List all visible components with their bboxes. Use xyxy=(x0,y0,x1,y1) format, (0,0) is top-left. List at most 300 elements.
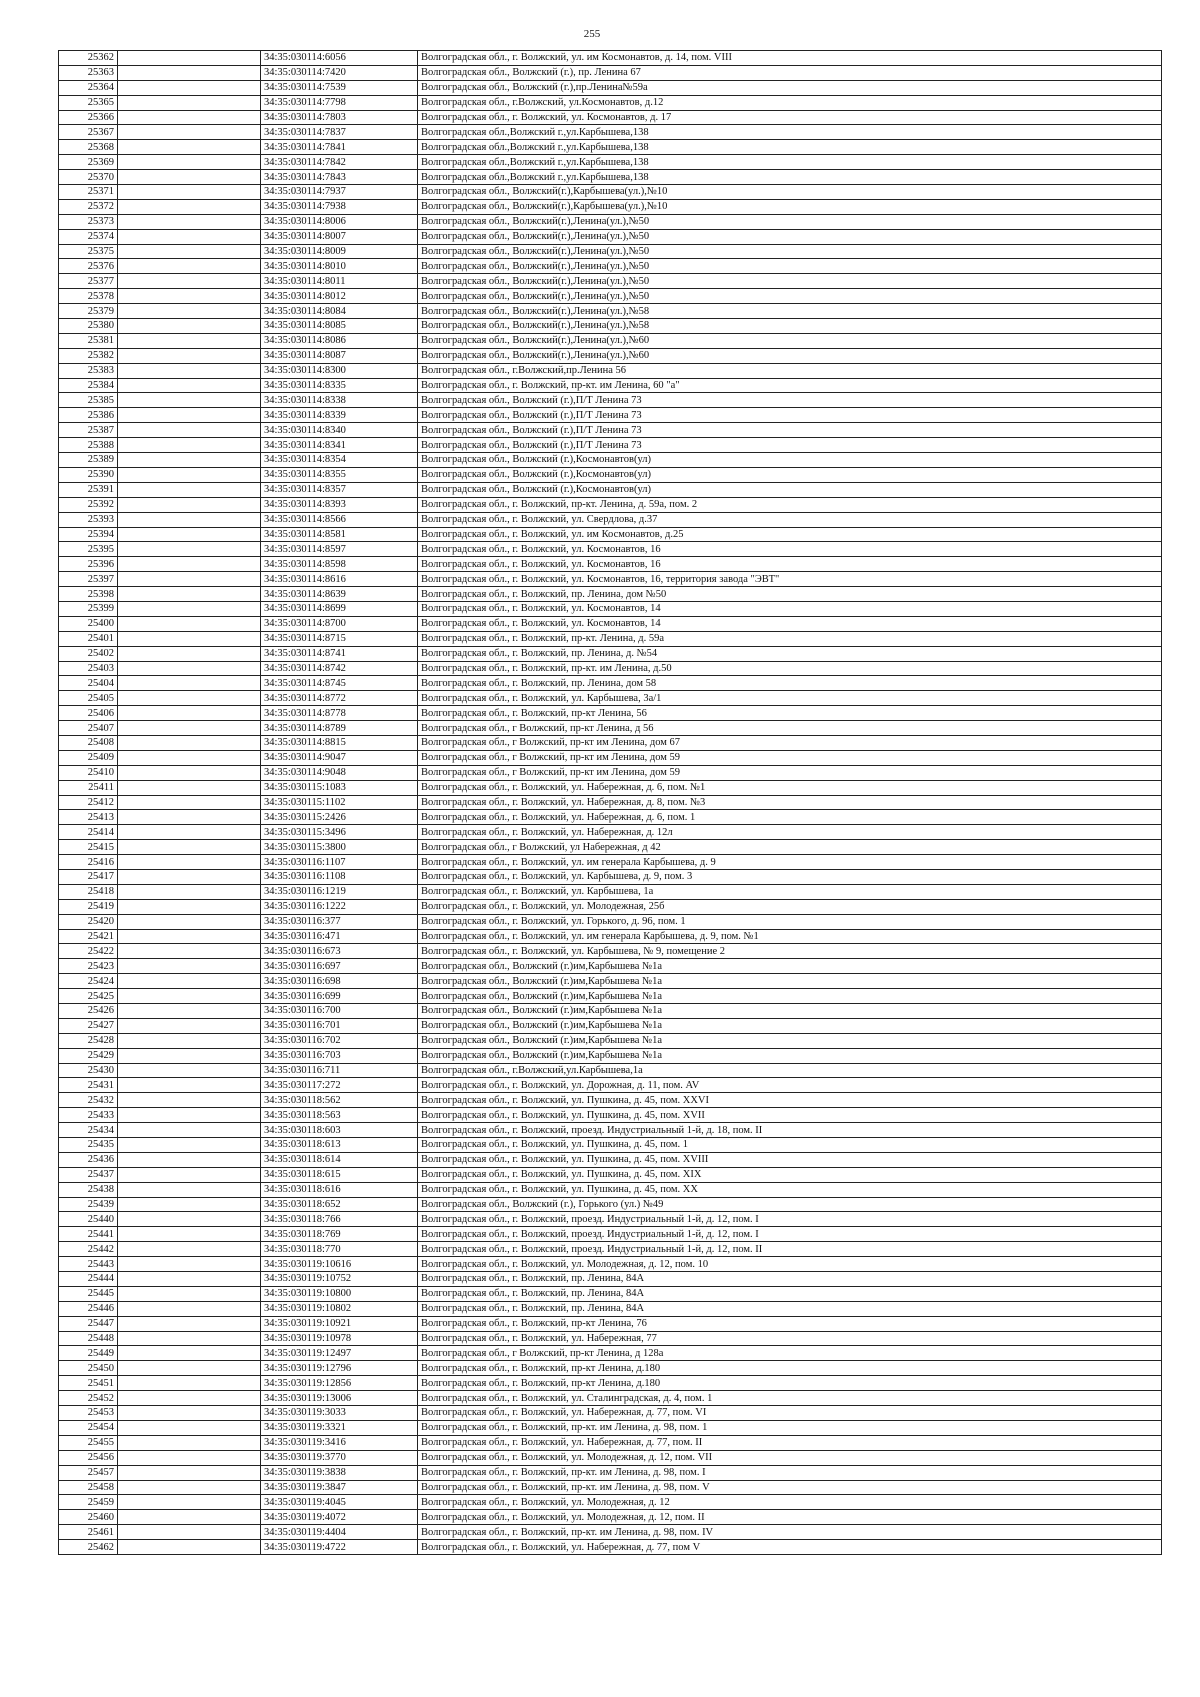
cadastral-number-cell: 34:35:030119:3416 xyxy=(261,1435,418,1450)
row-number-cell: 25414 xyxy=(59,825,118,840)
cadastral-number-cell: 34:35:030114:8639 xyxy=(261,587,418,602)
cadastral-number-cell: 34:35:030114:7843 xyxy=(261,170,418,185)
address-cell: Волгоградская обл., Волжский(г.),Ленина(ул.),№58 xyxy=(418,304,1162,319)
address-cell: Волгоградская обл., г. Волжский, ул. им генерала Карбышева, д. 9, пом. №1 xyxy=(418,929,1162,944)
address-cell: Волгоградская обл., г. Волжский, пр. Ленина, 84А xyxy=(418,1301,1162,1316)
row-number-cell: 25438 xyxy=(59,1182,118,1197)
empty-cell xyxy=(118,1048,261,1063)
address-cell: Волгоградская обл., г. Волжский, ул. Пушкина, д. 45, пом. XX xyxy=(418,1182,1162,1197)
address-cell: Волгоградская обл., г. Волжский, проезд. Индустриальный 1-й, д. 12, пом. I xyxy=(418,1212,1162,1227)
row-number-cell: 25443 xyxy=(59,1257,118,1272)
cadastral-number-cell: 34:35:030119:10802 xyxy=(261,1301,418,1316)
row-number-cell: 25366 xyxy=(59,110,118,125)
cadastral-number-cell: 34:35:030116:1222 xyxy=(261,899,418,914)
address-cell: Волгоградская обл., Волжский (г.), Горького (ул.) №49 xyxy=(418,1197,1162,1212)
cadastral-number-cell: 34:35:030115:1102 xyxy=(261,795,418,810)
cadastral-number-cell: 34:35:030114:8745 xyxy=(261,676,418,691)
table-row xyxy=(59,214,1162,229)
empty-cell xyxy=(118,1540,261,1555)
empty-cell xyxy=(118,795,261,810)
address-cell: Волгоградская обл., г. Волжский, ул. Карбышева, 1а xyxy=(418,884,1162,899)
empty-cell xyxy=(118,110,261,125)
empty-cell xyxy=(118,155,261,170)
address-cell: Волгоградская обл., Волжский (г.),Космонавтов(ул) xyxy=(418,482,1162,497)
row-number-cell: 25455 xyxy=(59,1435,118,1450)
address-cell: Волгоградская обл., г. Волжский, ул. Набережная, д. 6, пом. 1 xyxy=(418,810,1162,825)
cadastral-number-cell: 34:35:030114:8085 xyxy=(261,319,418,334)
table-row xyxy=(59,631,1162,646)
empty-cell xyxy=(118,170,261,185)
table-row xyxy=(59,423,1162,438)
empty-cell xyxy=(118,51,261,66)
table-row xyxy=(59,1361,1162,1376)
row-number-cell: 25454 xyxy=(59,1420,118,1435)
table-row xyxy=(59,959,1162,974)
row-number-cell: 25436 xyxy=(59,1152,118,1167)
address-cell: Волгоградская обл., Волжский(г.),Карбышева(ул.),№10 xyxy=(418,199,1162,214)
empty-cell xyxy=(118,914,261,929)
empty-cell xyxy=(118,378,261,393)
row-number-cell: 25415 xyxy=(59,840,118,855)
address-cell: Волгоградская обл., г Волжский, ул Набережная, д 42 xyxy=(418,840,1162,855)
row-number-cell: 25426 xyxy=(59,1004,118,1019)
address-cell: Волгоградская обл., г.Волжский, ул.Космонавтов, д.12 xyxy=(418,95,1162,110)
address-cell: Волгоградская обл., г. Волжский, ул. Космонавтов, 16, территория завода "ЭВТ" xyxy=(418,572,1162,587)
empty-cell xyxy=(118,1152,261,1167)
table-row xyxy=(59,1316,1162,1331)
row-number-cell: 25378 xyxy=(59,289,118,304)
cadastral-number-cell: 34:35:030114:9048 xyxy=(261,765,418,780)
table-row xyxy=(59,1152,1162,1167)
address-cell: Волгоградская обл., г. Волжский, ул. Дорожная, д. 11, пом. AV xyxy=(418,1078,1162,1093)
empty-cell xyxy=(118,572,261,587)
empty-cell xyxy=(118,542,261,557)
cadastral-number-cell: 34:35:030114:8699 xyxy=(261,601,418,616)
empty-cell xyxy=(118,319,261,334)
table-row xyxy=(59,661,1162,676)
table-row xyxy=(59,378,1162,393)
empty-cell xyxy=(118,1301,261,1316)
table-row xyxy=(59,408,1162,423)
row-number-cell: 25423 xyxy=(59,959,118,974)
address-cell: Волгоградская обл., г. Волжский, пр-кт Ленина, 76 xyxy=(418,1316,1162,1331)
table-row xyxy=(59,1540,1162,1555)
cadastral-number-cell: 34:35:030114:8084 xyxy=(261,304,418,319)
row-number-cell: 25413 xyxy=(59,810,118,825)
cadastral-number-cell: 34:35:030114:7798 xyxy=(261,95,418,110)
row-number-cell: 25434 xyxy=(59,1123,118,1138)
cadastral-number-cell: 34:35:030116:698 xyxy=(261,974,418,989)
empty-cell xyxy=(118,497,261,512)
cadastral-number-cell: 34:35:030119:10616 xyxy=(261,1257,418,1272)
table-row xyxy=(59,1108,1162,1123)
row-number-cell: 25385 xyxy=(59,393,118,408)
cadastral-number-cell: 34:35:030114:8007 xyxy=(261,229,418,244)
cadastral-number-cell: 34:35:030114:7937 xyxy=(261,185,418,200)
address-cell: Волгоградская обл., г. Волжский, ул. Свердлова, д.37 xyxy=(418,512,1162,527)
cadastral-number-cell: 34:35:030116:703 xyxy=(261,1048,418,1063)
table-row xyxy=(59,155,1162,170)
cadastral-number-cell: 34:35:030114:8772 xyxy=(261,691,418,706)
table-row xyxy=(59,735,1162,750)
empty-cell xyxy=(118,244,261,259)
address-cell: Волгоградская обл., г. Волжский, ул. Набережная, д. 6, пом. №1 xyxy=(418,780,1162,795)
cadastral-number-cell: 34:35:030114:7539 xyxy=(261,80,418,95)
address-cell: Волгоградская обл., г. Волжский, пр. Ленина, 84А xyxy=(418,1286,1162,1301)
row-number-cell: 25406 xyxy=(59,706,118,721)
row-number-cell: 25432 xyxy=(59,1093,118,1108)
address-cell: Волгоградская обл., г Волжский, пр-кт им Ленина, дом 67 xyxy=(418,735,1162,750)
address-cell: Волгоградская обл., г Волжский, пр-кт им Ленина, дом 59 xyxy=(418,750,1162,765)
cadastral-number-cell: 34:35:030118:614 xyxy=(261,1152,418,1167)
empty-cell xyxy=(118,393,261,408)
table-row xyxy=(59,706,1162,721)
row-number-cell: 25398 xyxy=(59,587,118,602)
cadastral-number-cell: 34:35:030114:8815 xyxy=(261,735,418,750)
row-number-cell: 25457 xyxy=(59,1465,118,1480)
row-number-cell: 25372 xyxy=(59,199,118,214)
cadastral-number-cell: 34:35:030119:3847 xyxy=(261,1480,418,1495)
address-cell: Волгоградская обл.,Волжский г.,ул.Карбышева,138 xyxy=(418,155,1162,170)
cadastral-number-cell: 34:35:030114:8566 xyxy=(261,512,418,527)
row-number-cell: 25369 xyxy=(59,155,118,170)
address-cell: Волгоградская обл., г. Волжский, ул. Набережная, д. 12л xyxy=(418,825,1162,840)
table-row xyxy=(59,944,1162,959)
cadastral-number-cell: 34:35:030118:563 xyxy=(261,1108,418,1123)
row-number-cell: 25381 xyxy=(59,333,118,348)
cadastral-number-cell: 34:35:030114:8011 xyxy=(261,274,418,289)
row-number-cell: 25395 xyxy=(59,542,118,557)
empty-cell xyxy=(118,1376,261,1391)
cadastral-number-cell: 34:35:030119:3770 xyxy=(261,1450,418,1465)
table-row xyxy=(59,199,1162,214)
row-number-cell: 25370 xyxy=(59,170,118,185)
row-number-cell: 25433 xyxy=(59,1108,118,1123)
address-cell: Волгоградская обл., г. Волжский, ул. Космонавтов, 16 xyxy=(418,557,1162,572)
cadastral-number-cell: 34:35:030114:7842 xyxy=(261,155,418,170)
table-row xyxy=(59,646,1162,661)
registry-table-body xyxy=(59,51,1162,1555)
row-number-cell: 25441 xyxy=(59,1227,118,1242)
address-cell: Волгоградская обл., г. Волжский, ул. Молодежная, 25б xyxy=(418,899,1162,914)
empty-cell xyxy=(118,587,261,602)
cadastral-number-cell: 34:35:030118:769 xyxy=(261,1227,418,1242)
cadastral-number-cell: 34:35:030114:8741 xyxy=(261,646,418,661)
empty-cell xyxy=(118,1435,261,1450)
address-cell: Волгоградская обл., г. Волжский, ул. Горького, д. 96, пом. 1 xyxy=(418,914,1162,929)
empty-cell xyxy=(118,855,261,870)
empty-cell xyxy=(118,1495,261,1510)
row-number-cell: 25393 xyxy=(59,512,118,527)
row-number-cell: 25453 xyxy=(59,1406,118,1421)
address-cell: Волгоградская обл., г.Волжский,пр.Ленина 56 xyxy=(418,363,1162,378)
address-cell: Волгоградская обл., Волжский(г.),Ленина(ул.),№60 xyxy=(418,333,1162,348)
table-row xyxy=(59,482,1162,497)
cadastral-number-cell: 34:35:030119:4072 xyxy=(261,1510,418,1525)
row-number-cell: 25394 xyxy=(59,527,118,542)
table-row xyxy=(59,884,1162,899)
table-row xyxy=(59,840,1162,855)
cadastral-number-cell: 34:35:030116:699 xyxy=(261,989,418,1004)
cadastral-number-cell: 34:35:030118:615 xyxy=(261,1167,418,1182)
empty-cell xyxy=(118,884,261,899)
row-number-cell: 25373 xyxy=(59,214,118,229)
table-row xyxy=(59,1242,1162,1257)
cadastral-number-cell: 34:35:030116:1107 xyxy=(261,855,418,870)
address-cell: Волгоградская обл.,Волжский г.,ул.Карбышева,138 xyxy=(418,170,1162,185)
empty-cell xyxy=(118,482,261,497)
address-cell: Волгоградская обл., г. Волжский, ул. Пушкина, д. 45, пом. 1 xyxy=(418,1138,1162,1153)
cadastral-number-cell: 34:35:030119:4404 xyxy=(261,1525,418,1540)
empty-cell xyxy=(118,1212,261,1227)
empty-cell xyxy=(118,1525,261,1540)
address-cell: Волгоградская обл., Волжский (г.)им,Карбышева №1а xyxy=(418,1004,1162,1019)
row-number-cell: 25401 xyxy=(59,631,118,646)
row-number-cell: 25424 xyxy=(59,974,118,989)
empty-cell xyxy=(118,1108,261,1123)
empty-cell xyxy=(118,408,261,423)
address-cell: Волгоградская обл., Волжский(г.),Ленина(ул.),№50 xyxy=(418,244,1162,259)
page-number: 255 xyxy=(583,28,601,40)
row-number-cell: 25425 xyxy=(59,989,118,1004)
row-number-cell: 25411 xyxy=(59,780,118,795)
empty-cell xyxy=(118,214,261,229)
cadastral-number-cell: 34:35:030119:10921 xyxy=(261,1316,418,1331)
cadastral-number-cell: 34:35:030118:770 xyxy=(261,1242,418,1257)
address-cell: Волгоградская обл., Волжский (г.)им,Карбышева №1а xyxy=(418,974,1162,989)
address-cell: Волгоградская обл., г. Волжский, ул. им генерала Карбышева, д. 9 xyxy=(418,855,1162,870)
table-row xyxy=(59,1182,1162,1197)
cadastral-number-cell: 34:35:030119:12856 xyxy=(261,1376,418,1391)
empty-cell xyxy=(118,944,261,959)
cadastral-number-cell: 34:35:030114:8086 xyxy=(261,333,418,348)
address-cell: Волгоградская обл., г. Волжский, ул. Молодежная, д. 12, пом. 10 xyxy=(418,1257,1162,1272)
address-cell: Волгоградская обл., г. Волжский, ул. Космонавтов, 14 xyxy=(418,601,1162,616)
table-row xyxy=(59,170,1162,185)
empty-cell xyxy=(118,601,261,616)
address-cell: Волгоградская обл., Волжский (г.),П/Т Ленина 73 xyxy=(418,438,1162,453)
cadastral-number-cell: 34:35:030114:8006 xyxy=(261,214,418,229)
table-row xyxy=(59,1376,1162,1391)
row-number-cell: 25375 xyxy=(59,244,118,259)
row-number-cell: 25384 xyxy=(59,378,118,393)
empty-cell xyxy=(118,289,261,304)
cadastral-number-cell: 34:35:030114:8010 xyxy=(261,259,418,274)
empty-cell xyxy=(118,676,261,691)
table-row xyxy=(59,795,1162,810)
row-number-cell: 25444 xyxy=(59,1272,118,1287)
empty-cell xyxy=(118,616,261,631)
row-number-cell: 25409 xyxy=(59,750,118,765)
table-row xyxy=(59,721,1162,736)
address-cell: Волгоградская обл., г. Волжский, пр. Ленина, 84А xyxy=(418,1272,1162,1287)
table-row xyxy=(59,855,1162,870)
table-row xyxy=(59,899,1162,914)
address-cell: Волгоградская обл., Волжский(г.),Карбышева(ул.),№10 xyxy=(418,185,1162,200)
cadastral-number-cell: 34:35:030119:12497 xyxy=(261,1346,418,1361)
empty-cell xyxy=(118,661,261,676)
table-row xyxy=(59,1004,1162,1019)
address-cell: Волгоградская обл., г. Волжский, ул. Космонавтов, 14 xyxy=(418,616,1162,631)
cadastral-number-cell: 34:35:030114:8335 xyxy=(261,378,418,393)
row-number-cell: 25451 xyxy=(59,1376,118,1391)
address-cell: Волгоградская обл., г. Волжский, пр-кт Ленина, д.180 xyxy=(418,1361,1162,1376)
cadastral-number-cell: 34:35:030114:8338 xyxy=(261,393,418,408)
empty-cell xyxy=(118,348,261,363)
empty-cell xyxy=(118,1033,261,1048)
cadastral-number-cell: 34:35:030114:8339 xyxy=(261,408,418,423)
empty-cell xyxy=(118,1272,261,1287)
cadastral-number-cell: 34:35:030114:8581 xyxy=(261,527,418,542)
cadastral-number-cell: 34:35:030119:12796 xyxy=(261,1361,418,1376)
address-cell: Волгоградская обл., Волжский (г.)им,Карбышева №1а xyxy=(418,989,1162,1004)
address-cell: Волгоградская обл., г. Волжский, пр-кт. им Ленина, д. 98, пом. 1 xyxy=(418,1420,1162,1435)
cadastral-number-cell: 34:35:030114:8616 xyxy=(261,572,418,587)
table-row xyxy=(59,542,1162,557)
address-cell: Волгоградская обл.,Волжский г.,ул.Карбышева,138 xyxy=(418,140,1162,155)
row-number-cell: 25428 xyxy=(59,1033,118,1048)
address-cell: Волгоградская обл., г. Волжский, ул. Пушкина, д. 45, пом. XVIII xyxy=(418,1152,1162,1167)
empty-cell xyxy=(118,631,261,646)
cadastral-number-cell: 34:35:030114:7938 xyxy=(261,199,418,214)
cadastral-number-cell: 34:35:030114:9047 xyxy=(261,750,418,765)
table-row xyxy=(59,1450,1162,1465)
cadastral-number-cell: 34:35:030116:702 xyxy=(261,1033,418,1048)
cadastral-number-cell: 34:35:030119:4722 xyxy=(261,1540,418,1555)
empty-cell xyxy=(118,974,261,989)
table-row xyxy=(59,929,1162,944)
address-cell: Волгоградская обл., г. Волжский, пр-кт. им Ленина, д. 98, пом. IV xyxy=(418,1525,1162,1540)
cadastral-number-cell: 34:35:030116:697 xyxy=(261,959,418,974)
address-cell: Волгоградская обл., Волжский (г.),пр.Ленина№59а xyxy=(418,80,1162,95)
row-number-cell: 25447 xyxy=(59,1316,118,1331)
row-number-cell: 25442 xyxy=(59,1242,118,1257)
empty-cell xyxy=(118,199,261,214)
row-number-cell: 25397 xyxy=(59,572,118,587)
cadastral-number-cell: 34:35:030119:10978 xyxy=(261,1331,418,1346)
empty-cell xyxy=(118,1406,261,1421)
address-cell: Волгоградская обл., г. Волжский, ул. Набережная, д. 77, пом. VI xyxy=(418,1406,1162,1421)
table-row xyxy=(59,393,1162,408)
row-number-cell: 25389 xyxy=(59,453,118,468)
address-cell: Волгоградская обл., Волжский (г.),П/Т Ленина 73 xyxy=(418,423,1162,438)
row-number-cell: 25439 xyxy=(59,1197,118,1212)
empty-cell xyxy=(118,1361,261,1376)
empty-cell xyxy=(118,706,261,721)
row-number-cell: 25440 xyxy=(59,1212,118,1227)
empty-cell xyxy=(118,735,261,750)
address-cell: Волгоградская обл., г. Волжский, ул. Молодежная, д. 12, пом. VII xyxy=(418,1450,1162,1465)
cadastral-number-cell: 34:35:030114:8355 xyxy=(261,467,418,482)
row-number-cell: 25391 xyxy=(59,482,118,497)
empty-cell xyxy=(118,1182,261,1197)
address-cell: Волгоградская обл., г. Волжский, пр-кт. Ленина, д. 59а xyxy=(418,631,1162,646)
row-number-cell: 25367 xyxy=(59,125,118,140)
row-number-cell: 25363 xyxy=(59,65,118,80)
cadastral-number-cell: 34:35:030119:4045 xyxy=(261,1495,418,1510)
table-row xyxy=(59,274,1162,289)
table-row xyxy=(59,601,1162,616)
empty-cell xyxy=(118,1018,261,1033)
row-number-cell: 25364 xyxy=(59,80,118,95)
address-cell: Волгоградская обл., г. Волжский, ул. Набережная, д. 8, пом. №3 xyxy=(418,795,1162,810)
cadastral-number-cell: 34:35:030119:3033 xyxy=(261,1406,418,1421)
table-row xyxy=(59,319,1162,334)
empty-cell xyxy=(118,80,261,95)
empty-cell xyxy=(118,95,261,110)
table-row xyxy=(59,527,1162,542)
address-cell: Волгоградская обл., г. Волжский, ул. Космонавтов, 16 xyxy=(418,542,1162,557)
cadastral-number-cell: 34:35:030118:613 xyxy=(261,1138,418,1153)
table-row xyxy=(59,453,1162,468)
cadastral-number-cell: 34:35:030116:711 xyxy=(261,1063,418,1078)
cadastral-number-cell: 34:35:030114:7841 xyxy=(261,140,418,155)
empty-cell xyxy=(118,780,261,795)
table-row xyxy=(59,750,1162,765)
cadastral-number-cell: 34:35:030114:8597 xyxy=(261,542,418,557)
row-number-cell: 25403 xyxy=(59,661,118,676)
table-row xyxy=(59,363,1162,378)
address-cell: Волгоградская обл., г Волжский, пр-кт Ленина, д 56 xyxy=(418,721,1162,736)
address-cell: Волгоградская обл., г. Волжский, ул. Набережная, д. 77, пом. II xyxy=(418,1435,1162,1450)
address-cell: Волгоградская обл., г. Волжский, пр-кт. им Ленина, д. 98, пом. V xyxy=(418,1480,1162,1495)
empty-cell xyxy=(118,467,261,482)
row-number-cell: 25461 xyxy=(59,1525,118,1540)
table-row xyxy=(59,691,1162,706)
empty-cell xyxy=(118,229,261,244)
address-cell: Волгоградская обл., г.Волжский,ул.Карбышева,1а xyxy=(418,1063,1162,1078)
row-number-cell: 25380 xyxy=(59,319,118,334)
empty-cell xyxy=(118,750,261,765)
table-row xyxy=(59,1063,1162,1078)
row-number-cell: 25431 xyxy=(59,1078,118,1093)
row-number-cell: 25383 xyxy=(59,363,118,378)
empty-cell xyxy=(118,765,261,780)
table-row xyxy=(59,974,1162,989)
row-number-cell: 25410 xyxy=(59,765,118,780)
table-row xyxy=(59,497,1162,512)
table-row xyxy=(59,51,1162,66)
cadastral-number-cell: 34:35:030116:673 xyxy=(261,944,418,959)
empty-cell xyxy=(118,646,261,661)
address-cell: Волгоградская обл., г. Волжский, ул. Карбышева, 3а/1 xyxy=(418,691,1162,706)
table-row xyxy=(59,869,1162,884)
empty-cell xyxy=(118,959,261,974)
empty-cell xyxy=(118,929,261,944)
table-row xyxy=(59,1346,1162,1361)
address-cell: Волгоградская обл., Волжский (г.), пр. Ленина 67 xyxy=(418,65,1162,80)
row-number-cell: 25404 xyxy=(59,676,118,691)
row-number-cell: 25449 xyxy=(59,1346,118,1361)
address-cell: Волгоградская обл., Волжский (г.)им,Карбышева №1а xyxy=(418,959,1162,974)
table-row xyxy=(59,825,1162,840)
row-number-cell: 25405 xyxy=(59,691,118,706)
cadastral-number-cell: 34:35:030116:471 xyxy=(261,929,418,944)
row-number-cell: 25371 xyxy=(59,185,118,200)
row-number-cell: 25402 xyxy=(59,646,118,661)
row-number-cell: 25462 xyxy=(59,1540,118,1555)
address-cell: Волгоградская обл., г. Волжский, пр. Ленина, дом 58 xyxy=(418,676,1162,691)
cadastral-number-cell: 34:35:030118:562 xyxy=(261,1093,418,1108)
row-number-cell: 25458 xyxy=(59,1480,118,1495)
address-cell: Волгоградская обл., г. Волжский, ул. Карбышева, д. 9, пом. 3 xyxy=(418,869,1162,884)
address-cell: Волгоградская обл., г. Волжский, ул. Молодежная, д. 12, пом. II xyxy=(418,1510,1162,1525)
empty-cell xyxy=(118,1138,261,1153)
cadastral-number-cell: 34:35:030115:3800 xyxy=(261,840,418,855)
empty-cell xyxy=(118,333,261,348)
row-number-cell: 25435 xyxy=(59,1138,118,1153)
row-number-cell: 25399 xyxy=(59,601,118,616)
